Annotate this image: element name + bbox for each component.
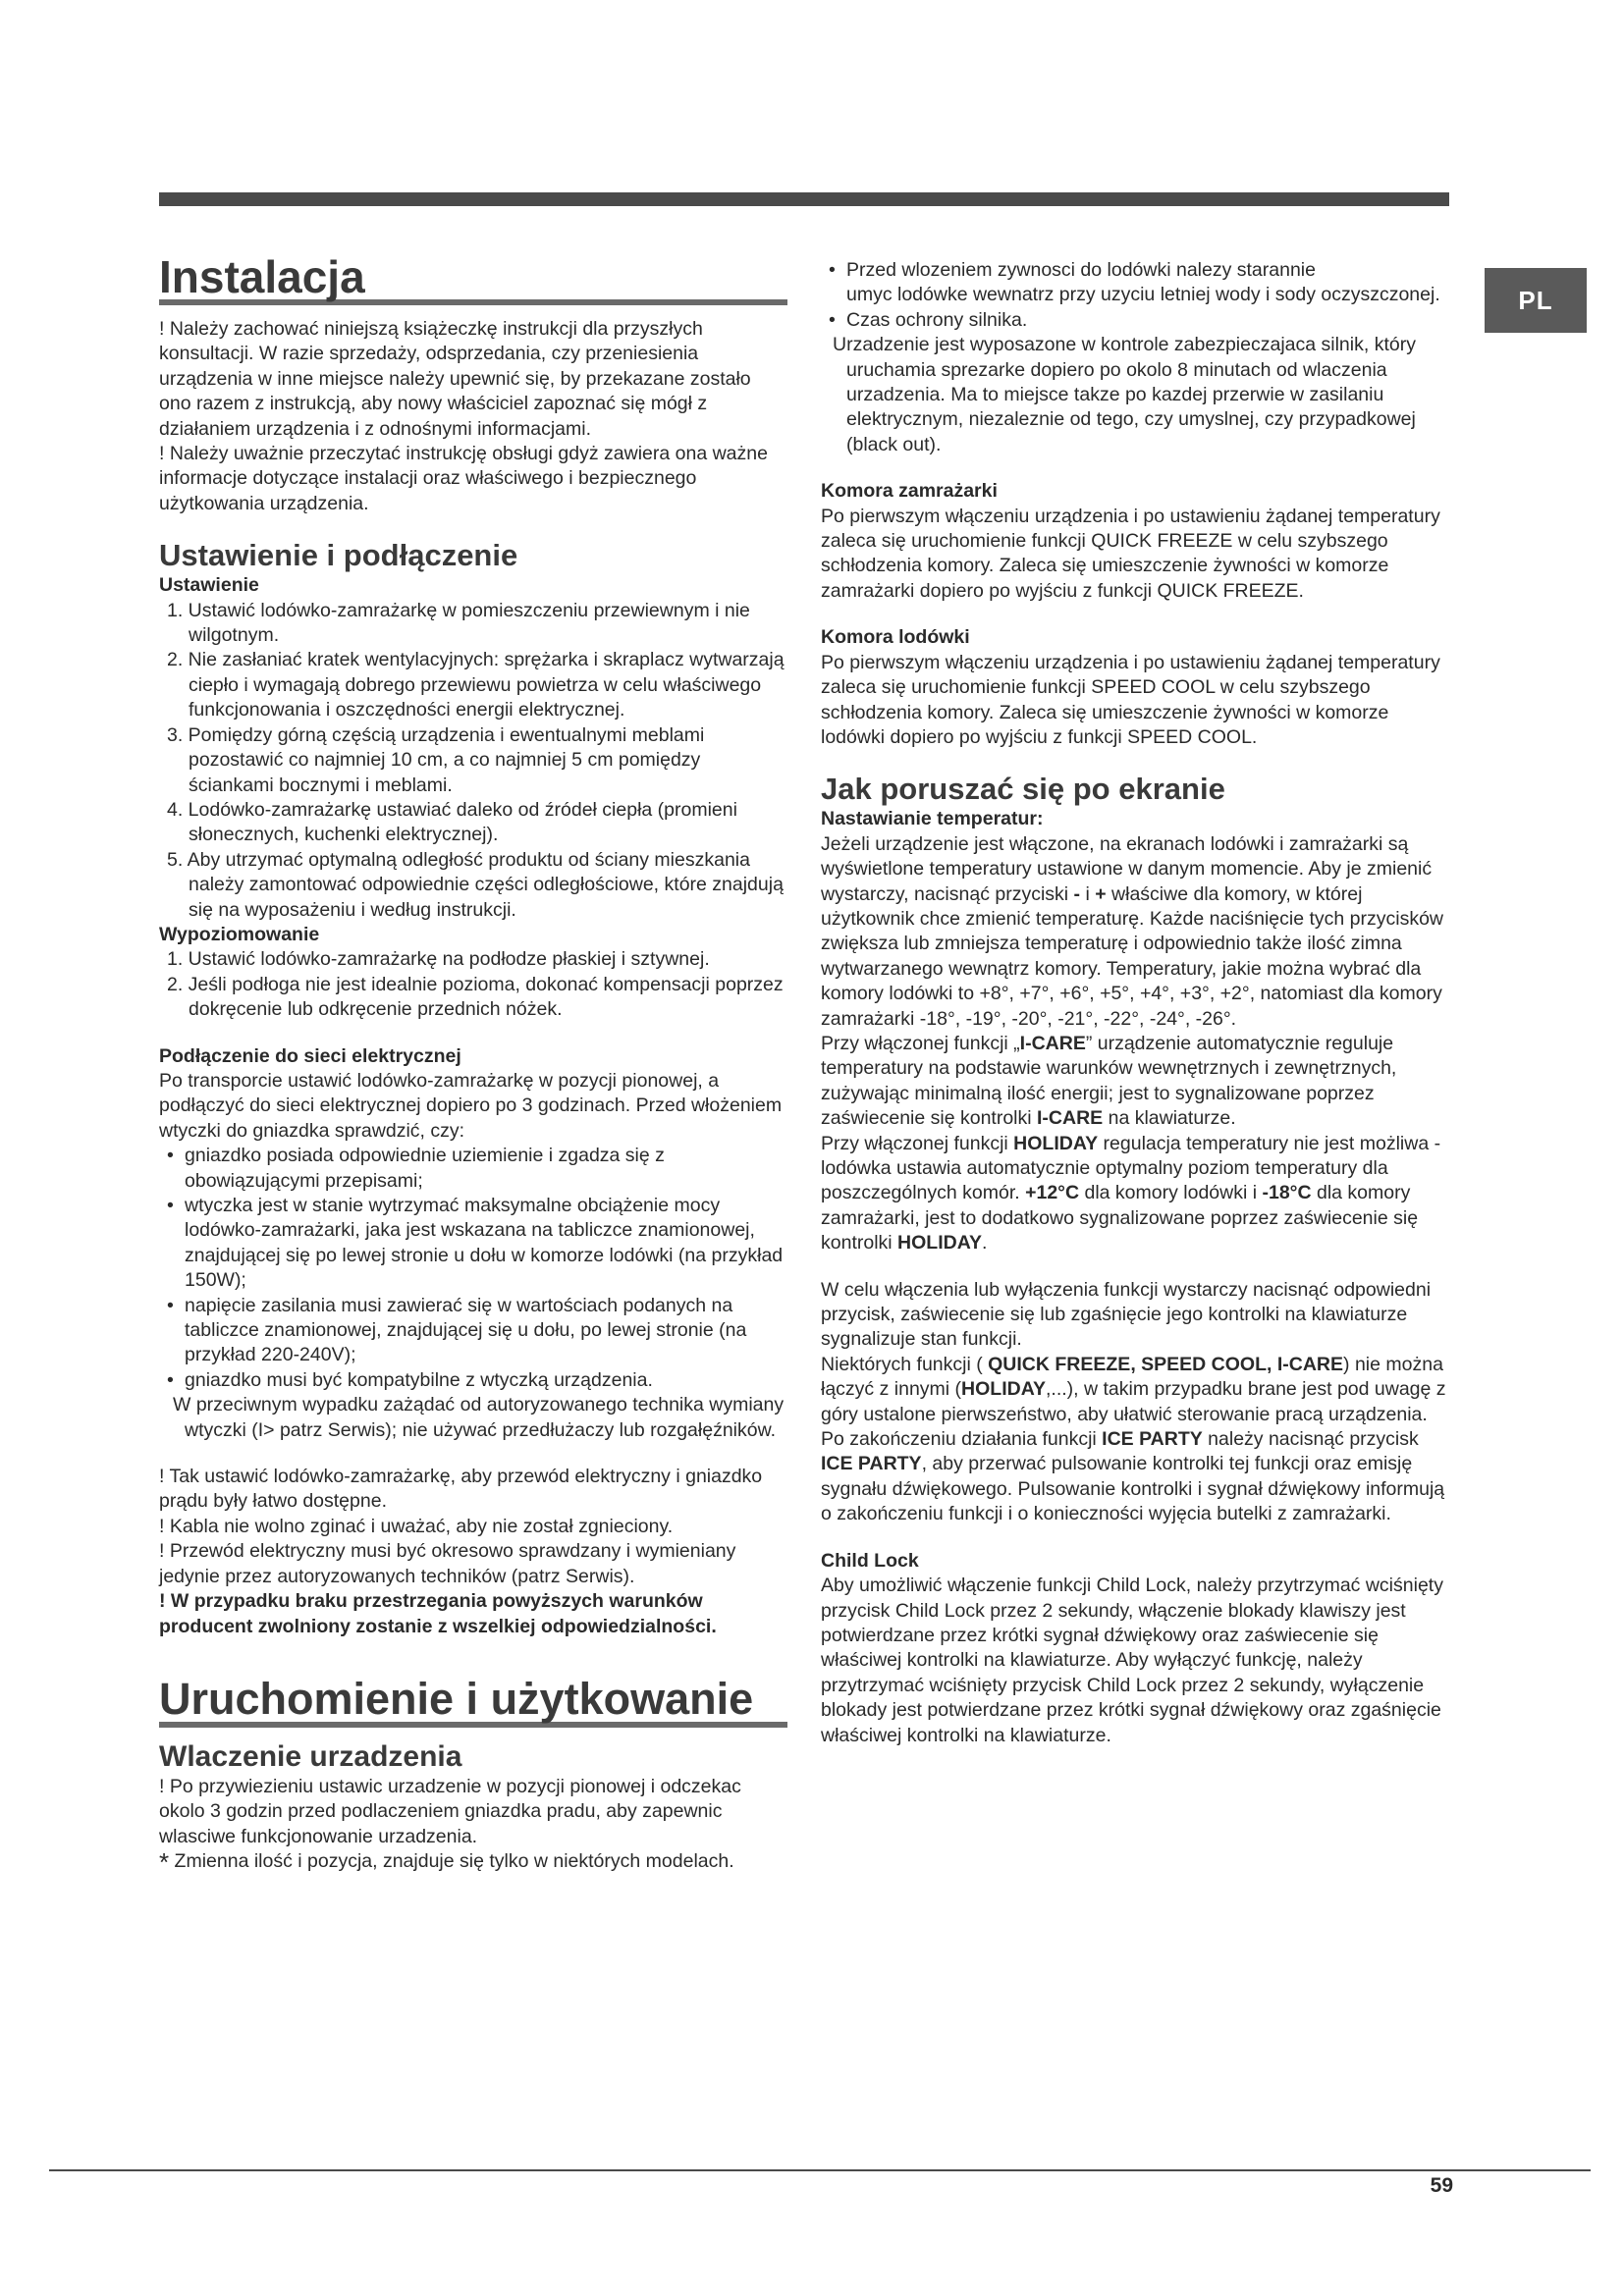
subheading-podlaczenie: Podłączenie do sieci elektrycznej — [159, 1044, 461, 1067]
list-item: • Czas ochrony silnika. — [821, 308, 1449, 333]
subheading-nastawianie: Nastawianie temperatur: — [821, 808, 1044, 830]
subheading-komora-lodowki: Komora lodówki — [821, 626, 970, 649]
list-item: • napięcie zasilania musi zawierać się w wartościach podanych na tabliczce znamionowej, znajdującej się u dołu, po lewej stronie (na przykład 220-240V); — [159, 1294, 787, 1368]
podlaczenie-after: W przeciwnym wypadku zażądać od autoryzowanego technika wymiany wtyczki (I> patrz Serwis); nie używać przedłużaczy lub rozgałęźników. — [173, 1394, 785, 1441]
podlaczenie-list — [159, 1144, 787, 1393]
list-item: • gniazdko musi być kompatybilne z wtyczką urządzenia. — [159, 1368, 787, 1393]
wypoziomowanie-list — [159, 947, 787, 1022]
list-item: 2. Jeśli podłoga nie jest idealnie pozioma, dokonać kompensacji poprzez dokręcenie lub odkręcenie przednich nóżek. — [167, 973, 784, 1021]
list-item: 3. Pomiędzy górną częścią urządzenia i ewentualnymi meblami pozostawić co najmniej 10 cm, a co najmniej 5 cm pomiędzy ściankami bocznymi i meblami. — [167, 723, 705, 796]
motor-protection-paragraph: Urzadzenie jest wyposazone w kontrole zabezpieczajaca silnik, który uruchamia sprezarke dopiero po okolo 8 minutach od wlaczenia urzadzenia. Ma to miejsce takze po kazdej przerwie w zasilaniu elektrycznym, niezaleznie od tego, czy umyslnej, czy przypadkowej (black out). — [833, 334, 1416, 455]
warning-1: ! Tak ustawić lodówko-zamrażarkę, aby przewód elektryczny i gniazdko prądu były łatwo dostępne. — [159, 1466, 763, 1513]
heading-wlaczenie: Wlaczenie urzadzenia — [159, 1739, 462, 1773]
section-title-uruchomienie: Uruchomienie i użytkowanie — [159, 1673, 787, 1728]
warning-3: ! Przewód elektryczny musi być okresowo sprawdzany i wymieniany jedynie przez autoryzowanych techników (patrz Serwis). — [159, 1540, 736, 1587]
functions-combination-paragraph: Niektórych funkcji ( QUICK FREEZE, SPEED COOL, I-CARE) nie można łączyć z innymi (HOLIDAY,...), w takim przypadku brane jest pod uwagę z góry ustalone pierwszeństwo, aby ułatwić sterowanie pracą urządzenia. — [821, 1353, 1446, 1425]
podlaczenie-paragraph: Po transporcie ustawić lodówko-zamrażarkę w pozycji pionowej, a podłączyć do sieci elektrycznej dopiero po 3 godzinach. Przed włożeniem wtyczki do gniazdka sprawdzić, czy: — [159, 1069, 783, 1142]
ustawienie-list — [159, 599, 787, 923]
subheading-komora-zamrazarki: Komora zamrażarki — [821, 480, 998, 503]
list-item-continuation: umyc lodówke wewnatrz przy uzyciu letniej wody i sody oczyszczonej. — [846, 284, 1440, 306]
section-title-instalacja: Instalacja — [159, 250, 787, 305]
list-item: 5. Aby utrzymać optymalną odległość produktu od ściany mieszkania należy zamontować odpowiednie części odległościowe, które znajdują się na wyposażeniu i według instrukcji. — [167, 848, 784, 921]
list-item: 1. Ustawić lodówko-zamrażarkę na podłodze płaskiej i sztywnej. — [167, 948, 710, 971]
subheading-wypoziomowanie: Wypoziomowanie — [159, 923, 320, 945]
komora-zamrazarki-paragraph: Po pierwszym włączeniu urządzenia i po ustawieniu żądanej temperatury zaleca się uruchomienie funkcji QUICK FREEZE w celu szybszego schłodzenia komory. Zaleca się umieszczenie żywności w komorze zamrażarki dopiero po wyjściu z funkcji QUICK FREEZE. — [821, 505, 1440, 602]
komora-lodowki-paragraph: Po pierwszym włączeniu urządzenia i po ustawieniu żądanej temperatury zaleca się uruchomienie funkcji SPEED COOL w celu szybszego schłodzenia komory. Zaleca się umieszczenie żywności w komorze lodówki dopiero po wyjściu z funkcji SPEED COOL. — [821, 651, 1440, 748]
page-number: 59 — [1430, 2174, 1453, 2197]
list-item: • gniazdko posiada odpowiednie uziemienie i zgadza się z obowiązującymi przepisami; — [159, 1144, 787, 1194]
list-item: 4. Lodówko-zamrażarkę ustawiać daleko od źródeł ciepła (promieni słonecznych, kuchenki elektrycznej). — [167, 798, 737, 846]
list-item: • wtyczka jest w stanie wytrzymać maksymalne obciążenie mocy lodówko-zamrażarki, jaka jest wskazana na tabliczce znamionowej, znajdującej się po lewej stronie u dołu w komorze lodówki (na przykład 150W); — [159, 1194, 787, 1294]
ice-party-paragraph: Po zakończeniu działania funkcji ICE PARTY należy nacisnąć przycisk ICE PARTY, aby przerwać pulsowanie kontrolki tej funkcji oraz emisję sygnału dźwiękowego. Pulsowanie kontrolki i sygnał dźwiękowy informują o zakończeniu funkcji i o konieczności wyjęcia butelki z zamrażarki. — [821, 1428, 1445, 1525]
left-column — [159, 250, 787, 1876]
intro-paragraph-1: ! Należy zachować niniejszą książeczkę instrukcji dla przyszłych konsultacji. W razie sprzedaży, odsprzedania, czy przeniesienia urządzenia w inne miejsce należy upewnić się, by przekazane zostało ono razem z instrukcją, aby nowy właściciel zapoznać się mógł z działaniem urządzenia i z odnośnymi informacjami. — [159, 318, 751, 440]
bottom-rule — [49, 2169, 1591, 2171]
subheading-ustawienie: Ustawienie — [159, 574, 259, 597]
warning-2: ! Kabla nie wolno zginać i uważać, aby nie został zgnieciony. — [159, 1515, 674, 1537]
holiday-paragraph: Przy włączonej funkcji HOLIDAY regulacja temperatury nie jest możliwa - lodówka ustawia automatycznie optymalny poziom temperatury dla poszczególnych komór. +12°C dla komory lodówki i -18°C dla komory zamrażarki, jest to dodatkowo sygnalizowane poprzez zaświecenie się kontrolki HOLIDAY. — [821, 1132, 1441, 1255]
asterisk: * — [159, 1847, 170, 1878]
wlaczenie-paragraph: ! Po przywiezieniu ustawic urzadzenie w pozycji pionowej i odczekac okolo 3 godzin przed podlaczeniem gniazdka pradu, aby zapewnic wlasciwe funkcjonowanie urzadzenia. — [159, 1775, 741, 1847]
warning-4: ! W przypadku braku przestrzegania powyższych warunków producent zwolniony zostanie z wszelkiej odpowiedzialności. — [159, 1590, 717, 1637]
icare-paragraph: Przy włączonej funkcji „I-CARE” urządzenie automatycznie reguluje temperatury na podstawie warunków wewnętrznych i zewnętrznych, zużywając minimalną ilość energii; jest to sygnalizowane poprzez zaświecenie się kontrolki I-CARE na klawiaturze. — [821, 1032, 1397, 1130]
right-column — [821, 258, 1449, 1748]
top-rule — [159, 192, 1449, 206]
child-lock-paragraph: Aby umożliwić włączenie funkcji Child Lock, należy przytrzymać wciśnięty przycisk Child Lock przez 2 sekundy, włączenie blokady klawiszy jest potwierdzane przez krótki sygnał dźwiękowy oraz zaświecenie się właściwej kontrolki na klawiaturze. Aby wyłączyć funkcję, należy przytrzymać wciśnięty przycisk Child Lock przez 2 sekundy, wyłączenie blokady jest potwierdzane przez krótki sygnał dźwiękowy oraz zgaśnięcie właściwej kontrolki na klawiaturze. — [821, 1575, 1443, 1746]
heading-ustawienie-podlaczenie: Ustawienie i podłączenie — [159, 538, 518, 573]
list-item: 1. Ustawić lodówko-zamrażarkę w pomieszczeniu przewiewnym i nie wilgotnym. — [167, 599, 750, 647]
list-item: 2. Nie zasłaniać kratek wentylacyjnych: sprężarka i skraplacz wytwarzają ciepło i wymagają dobrego przewiewu powietrza w celu właściwego funkcjonowania i oszczędności energii elektrycznej. — [167, 649, 785, 721]
intro-paragraph-2: ! Należy uważnie przeczytać instrukcję obsługi gdyż zawiera ona ważne informacje dotyczące instalacji oraz właściwego i bezpiecznego użytkowania urządzenia. — [159, 443, 768, 514]
functions-paragraph: W celu włączenia lub wyłączenia funkcji wystarczy nacisnąć odpowiedni przycisk, zaświecenie się lub zgaśnięcie jego kontrolki na klawiaturze sygnalizuje stan funkcji. — [821, 1278, 1432, 1351]
list-item: • Przed wlozeniem zywnosci do lodówki nalezy starannie — [821, 258, 1449, 283]
footnote: * Zmienna ilość i pozycja, znajduje się tylko w niektórych modelach. — [159, 1847, 734, 1878]
nastawianie-paragraph: Jeżeli urządzenie jest włączone, na ekranach lodówki i zamrażarki są wyświetlone temperatury ustawione w danym momencie. Aby je zmienić wystarczy, nacisnąć przyciski - i + właściwe dla komory, w której użytkownik chce zmienić temperaturę. Każde naciśnięcie tych przycisków zwiększa lub zmniejsza temperaturę i odpowiednio także ilość zimna wytwarzanego wewnątrz komory. Temperatury, jakie można wybrać dla komory lodówki to +8°, +7°, +6°, +5°, +4°, +3°, +2°, natomiast dla komory zamrażarki -18°, -19°, -20°, -21°, -22°, -24°, -26°. — [821, 832, 1444, 1030]
heading-jak-poruszac: Jak poruszać się po ekranie — [821, 772, 1225, 807]
language-tab: PL — [1485, 268, 1587, 333]
subheading-child-lock: Child Lock — [821, 1549, 919, 1572]
